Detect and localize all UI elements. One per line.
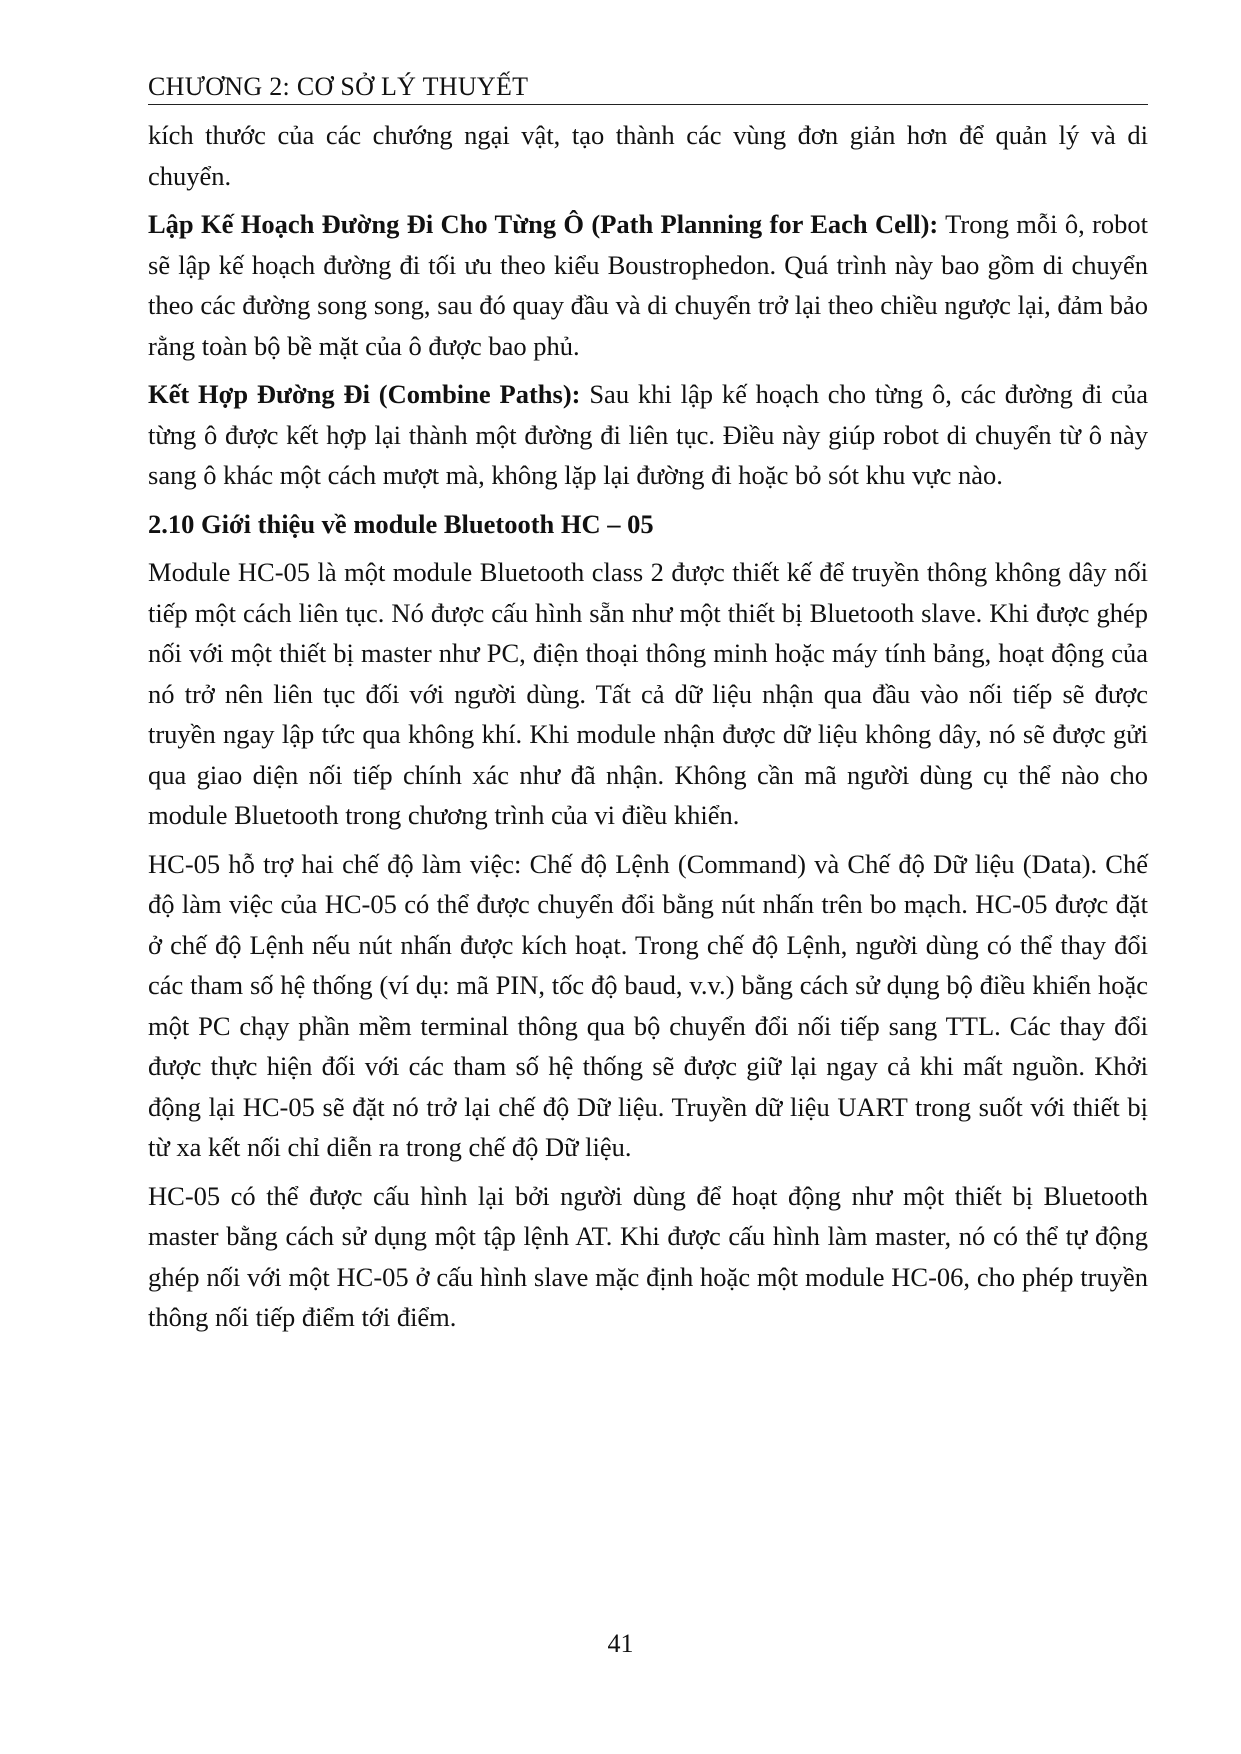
paragraph-hc05-intro	[148, 552, 1148, 836]
section-heading: 2.10 Giới thiệu về module Bluetooth HC – 05	[148, 508, 654, 539]
chapter-title: CHƯƠNG 2: CƠ SỞ LÝ THUYẾT	[148, 72, 529, 101]
paragraph-lead-term: Kết Hợp Đường Đi (Combine Paths):	[148, 379, 581, 409]
paragraph-hc05-master	[148, 1176, 1148, 1338]
paragraph-hc05-modes	[148, 844, 1148, 1168]
paragraph-continuation	[148, 115, 1148, 196]
paragraph-text: HC-05 có thể được cấu hình lại bởi người dùng để hoạt động như một thiết bị Bluetooth master bằng cách sử dụng một tập lệnh AT. Khi được cấu hình làm master, nó có thể tự động ghép nối với một HC-05 ở cấu hình slave mặc định hoặc một module HC-06, cho phép truyền thông nối tiếp điểm tới điểm.	[148, 1180, 1148, 1332]
paragraph-text: kích thước của các chướng ngại vật, tạo thành các vùng đơn giản hơn để quản lý và di chuyển.	[148, 120, 1148, 191]
running-header	[148, 70, 1148, 105]
paragraph-lead-term: Lập Kế Hoạch Đường Đi Cho Từng Ô (Path Planning for Each Cell):	[148, 209, 939, 239]
page-body	[148, 115, 1148, 1346]
paragraph-path-planning	[148, 204, 1148, 366]
paragraph-combine-paths	[148, 374, 1148, 496]
paragraph-text: Sau khi lập kế hoạch cho từng ô, các đường đi của từng ô được kết hợp lại thành một đường đi liên tục. Điều này giúp robot di chuyển từ ô này sang ô khác một cách mượt mà, không lặp lại đường đi hoặc bỏ sót khu vực nào.	[148, 379, 1148, 490]
paragraph-text: Module HC-05 là một module Bluetooth class 2 được thiết kế để truyền thông không dây nối tiếp một cách liên tục. Nó được cấu hình sẵn như một thiết bị Bluetooth slave. Khi được ghép nối với một thiết bị master như PC, điện thoại thông minh hoặc máy tính bảng, hoạt động của nó trở nên liên tục đối với người dùng. Tất cả dữ liệu nhận qua đầu vào nối tiếp sẽ được truyền ngay lập tức qua không khí. Khi module nhận được dữ liệu không dây, nó sẽ được gửi qua giao diện nối tiếp chính xác như đã nhận. Không cần mã người dùng cụ thể nào cho module Bluetooth trong chương trình của vi điều khiển.	[148, 557, 1148, 830]
paragraph-text: HC-05 hỗ trợ hai chế độ làm việc: Chế độ Lệnh (Command) và Chế độ Dữ liệu (Data). Chế độ làm việc của HC-05 có thể được chuyển đổi bằng nút nhấn trên bo mạch. HC-05 được đặt ở chế độ Lệnh nếu nút nhấn được kích hoạt. Trong chế độ Lệnh, người dùng có thể thay đổi các tham số hệ thống (ví dụ: mã PIN, tốc độ baud, v.v.) bằng cách sử dụng bộ điều khiển hoặc một PC chạy phần mềm terminal thông qua bộ chuyển đổi nối tiếp sang TTL. Các thay đổi được thực hiện đối với các tham số hệ thống sẽ được giữ lại ngay cả khi mất nguồn. Khởi động lại HC-05 sẽ đặt nó trở lại chế độ Dữ liệu. Truyền dữ liệu UART trong suốt với thiết bị từ xa kết nối chỉ diễn ra trong chế độ Dữ liệu.	[148, 848, 1148, 1162]
paragraph-text: Trong mỗi ô, robot sẽ lập kế hoạch đường đi tối ưu theo kiểu Boustrophedon. Quá trình này bao gồm di chuyển theo các đường song song, sau đó quay đầu và di chuyển trở lại theo chiều ngược lại, đảm bảo rằng toàn bộ bề mặt của ô được bao phủ.	[148, 209, 1149, 361]
page-number: 41	[607, 1629, 634, 1658]
